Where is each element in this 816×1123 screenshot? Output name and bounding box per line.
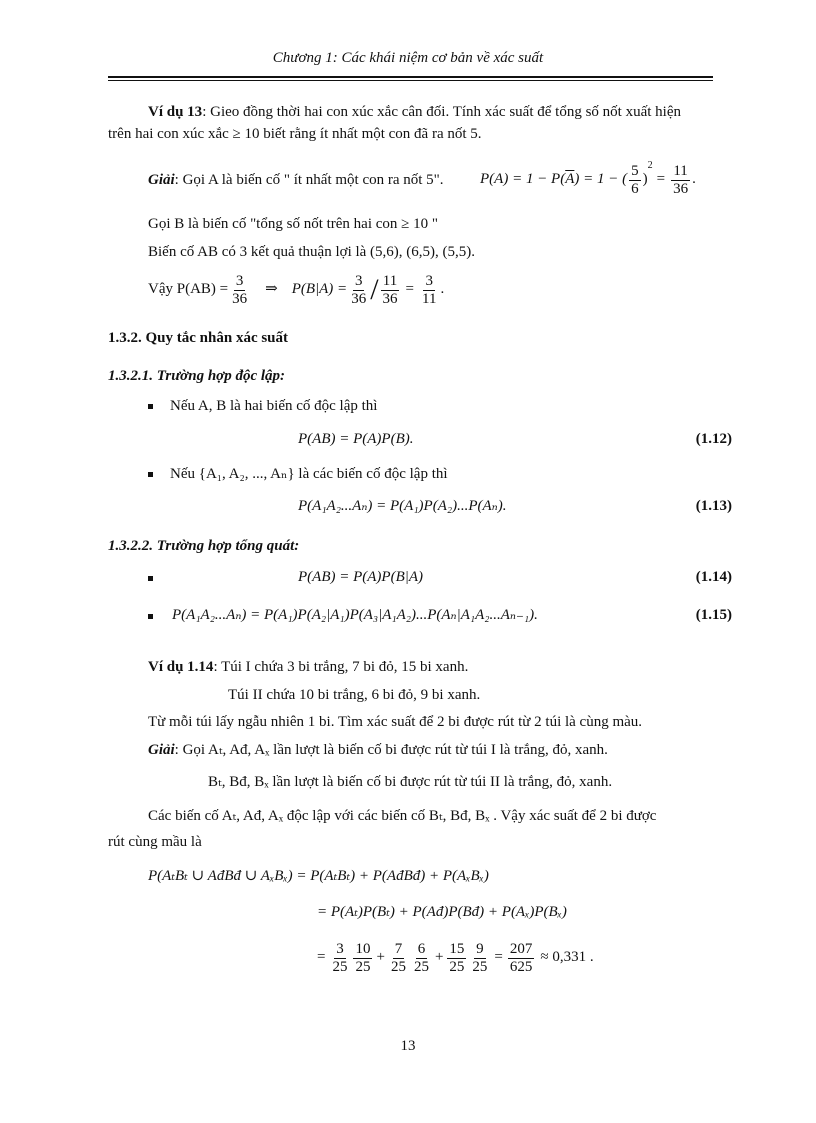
example114-indep2: rút cùng mầu là — [108, 834, 202, 850]
bullet-3 — [148, 576, 153, 581]
bullet-1 — [148, 404, 153, 409]
plus-2: + — [434, 949, 444, 966]
example13-line1 — [148, 104, 681, 121]
fraction-11-36: $\frac{11}{36}$ — [673, 163, 689, 197]
independent-item2: Nếu {A₁, A₂, ..., Aₙ} là các biến cố độc lập thì — [170, 466, 448, 482]
union-equation-line2: = P(Aₜ)P(Bₜ) + P(Ađ)P(Bđ) + P(Aₓ)P(Bₓ) — [317, 904, 567, 920]
conclusion: Vậy P(AB) = $\frac{3}{36}$ ⇒ P(B|A) = $\frac{3}{36}$ / $\frac{11}{36}$ = $\frac{3}{11}$ . — [148, 272, 445, 307]
example13-text1: : Gieo đồng thời hai con xúc xắc cân đối. Tính xác suất để tổng số nốt xuất hiện — [202, 104, 681, 120]
plus-1: + — [376, 949, 385, 966]
example13-label: Ví dụ 13 — [148, 104, 203, 120]
equation-number-1-14: (1.14) — [695, 569, 732, 585]
p-b-given-a: P(B|A) = — [291, 281, 348, 298]
example13-solution — [148, 172, 444, 189]
frac-6-25: $\frac{6}{25}$ — [413, 941, 429, 975]
exponent: 2 — [647, 160, 653, 172]
equals: = — [656, 171, 666, 188]
conclusion-prefix: Vậy P(AB) = — [148, 281, 229, 298]
example114-solution-label: Giải — [148, 742, 175, 758]
equation-1-14: P(AB) = P(A)P(B|A) — [298, 569, 424, 585]
example114-solution-text: : Gọi Aₜ, Ađ, Aₓ lần lượt là biến cố bi được rút từ túi I là trắng, đỏ, xanh. — [174, 742, 608, 758]
frac-9-25: $\frac{9}{25}$ — [472, 941, 488, 975]
union-equation-line1: P(AₜBₜ ∪ AđBđ ∪ AₓBₓ) = P(AₜBₜ) + P(AđBđ) + P(AₓBₓ) — [148, 868, 489, 884]
frac-3-25: $\frac{3}{25}$ — [332, 941, 348, 975]
example13-solution-label: Giải — [148, 172, 175, 188]
example114-line1 — [148, 659, 468, 676]
section-1-3-2-title: 1.3.2. Quy tắc nhân xác suất — [108, 330, 289, 346]
define-b: Gọi B là biến cố "tổng số nốt trên hai con ≥ 10 " — [148, 216, 439, 232]
implies-arrow: ⇒ — [265, 281, 278, 298]
fraction-3-36-b: $\frac{3}{36}$ — [351, 273, 367, 307]
event-ab: Biến cố AB có 3 kết quả thuận lợi là (5,6), (6,5), (5,5). — [148, 244, 476, 260]
example114-line-b: Bₜ, Bđ, Bₓ lần lượt là biến cố bi được rút từ túi II là trắng, đỏ, xanh. — [208, 774, 613, 790]
equation-1-15: P(A₁A₂...Aₙ) = P(A₁)P(A₂|A₁)P(A₃|A₁A₂)...P(Aₙ|A₁A₂...Aₙ₋₁). — [172, 607, 538, 623]
a-complement: $\overline{A}$ — [565, 171, 575, 188]
example114-line2: Túi II chứa 10 bi trắng, 6 bi đỏ, 9 bi xanh. — [228, 687, 481, 703]
page-number: 13 — [400, 1038, 416, 1054]
frac-7-25: $\frac{7}{25}$ — [390, 941, 406, 975]
union-equation-line3 — [317, 936, 594, 980]
equation-number-1-13: (1.13) — [695, 498, 732, 514]
running-header: Chương 1: Các khái niệm cơ bản về xác suất — [272, 50, 544, 66]
eq3-equals-2: = — [494, 949, 503, 966]
fraction-3-11: $\frac{3}{11}$ — [422, 273, 437, 307]
equation-1-12: P(AB) = P(A)P(B). — [298, 431, 414, 447]
eq3-equals: = — [317, 949, 326, 966]
fraction-3-36: $\frac{3}{36}$ — [232, 273, 248, 307]
example114-text1: : Túi I chứa 3 bi trắng, 7 bi đỏ, 15 bi xanh. — [213, 659, 469, 675]
frac-207-625: $\frac{207}{625}$ — [509, 941, 533, 975]
header-rule-top — [108, 76, 713, 78]
fraction-5-6: $\frac{5}{6}$ — [631, 163, 639, 197]
independent-item1: Nếu A, B là hai biến cố độc lập thì — [170, 398, 378, 414]
frac-15-25: $\frac{15}{25}$ — [449, 941, 465, 975]
section-1-3-2-1-title: 1.3.2.1. Trường hợp độc lập: — [108, 368, 286, 384]
equals-2: = — [405, 281, 414, 298]
example114-line3: Từ mỗi túi lấy ngẫu nhiên 1 bi. Tìm xác suất để 2 bi được rút từ 2 túi là cùng màu. — [148, 714, 643, 730]
p-a-left: P(A) = 1 − P( — [480, 171, 566, 188]
slash: / — [370, 272, 379, 306]
example13-line2: trên hai con xúc xắc ≥ 10 biết rằng ít nhất một con đã ra nốt 5. — [108, 126, 482, 142]
example114-solution — [148, 742, 608, 759]
equation-number-1-12: (1.12) — [695, 431, 732, 447]
header-rule-bottom — [108, 80, 713, 81]
fraction-11-36-b: $\frac{11}{36}$ — [382, 273, 398, 307]
equation-1-13: P(A₁A₂...Aₙ) = P(A₁)P(A₂)...P(Aₙ). — [298, 498, 507, 514]
example13-solution-text: : Gọi A là biến cố " ít nhất một con ra nốt 5". — [174, 172, 444, 188]
example114-label: Ví dụ 1.14 — [148, 659, 214, 675]
bullet-2 — [148, 472, 153, 477]
equation-number-1-15: (1.15) — [695, 607, 732, 623]
p-a-mid: ) = 1 − ( — [574, 171, 628, 188]
bullet-4 — [148, 614, 153, 619]
approx-result: ≈ 0,331 . — [540, 949, 594, 966]
frac-10-25: $\frac{10}{25}$ — [355, 941, 371, 975]
formula-p-a: P(A) = 1 − P( $\overline{A}$ ) = 1 − ( $\frac{5}{6}$ ) $^2$ = $\frac{11}{36}$ . — [480, 160, 696, 197]
section-1-3-2-2-title: 1.3.2.2. Trường hợp tổng quát: — [108, 538, 300, 554]
example114-indep1: Các biến cố Aₜ, Ađ, Aₓ độc lập với các biến cố Bₜ, Bđ, Bₓ . Vậy xác suất để 2 bi được — [148, 808, 657, 824]
